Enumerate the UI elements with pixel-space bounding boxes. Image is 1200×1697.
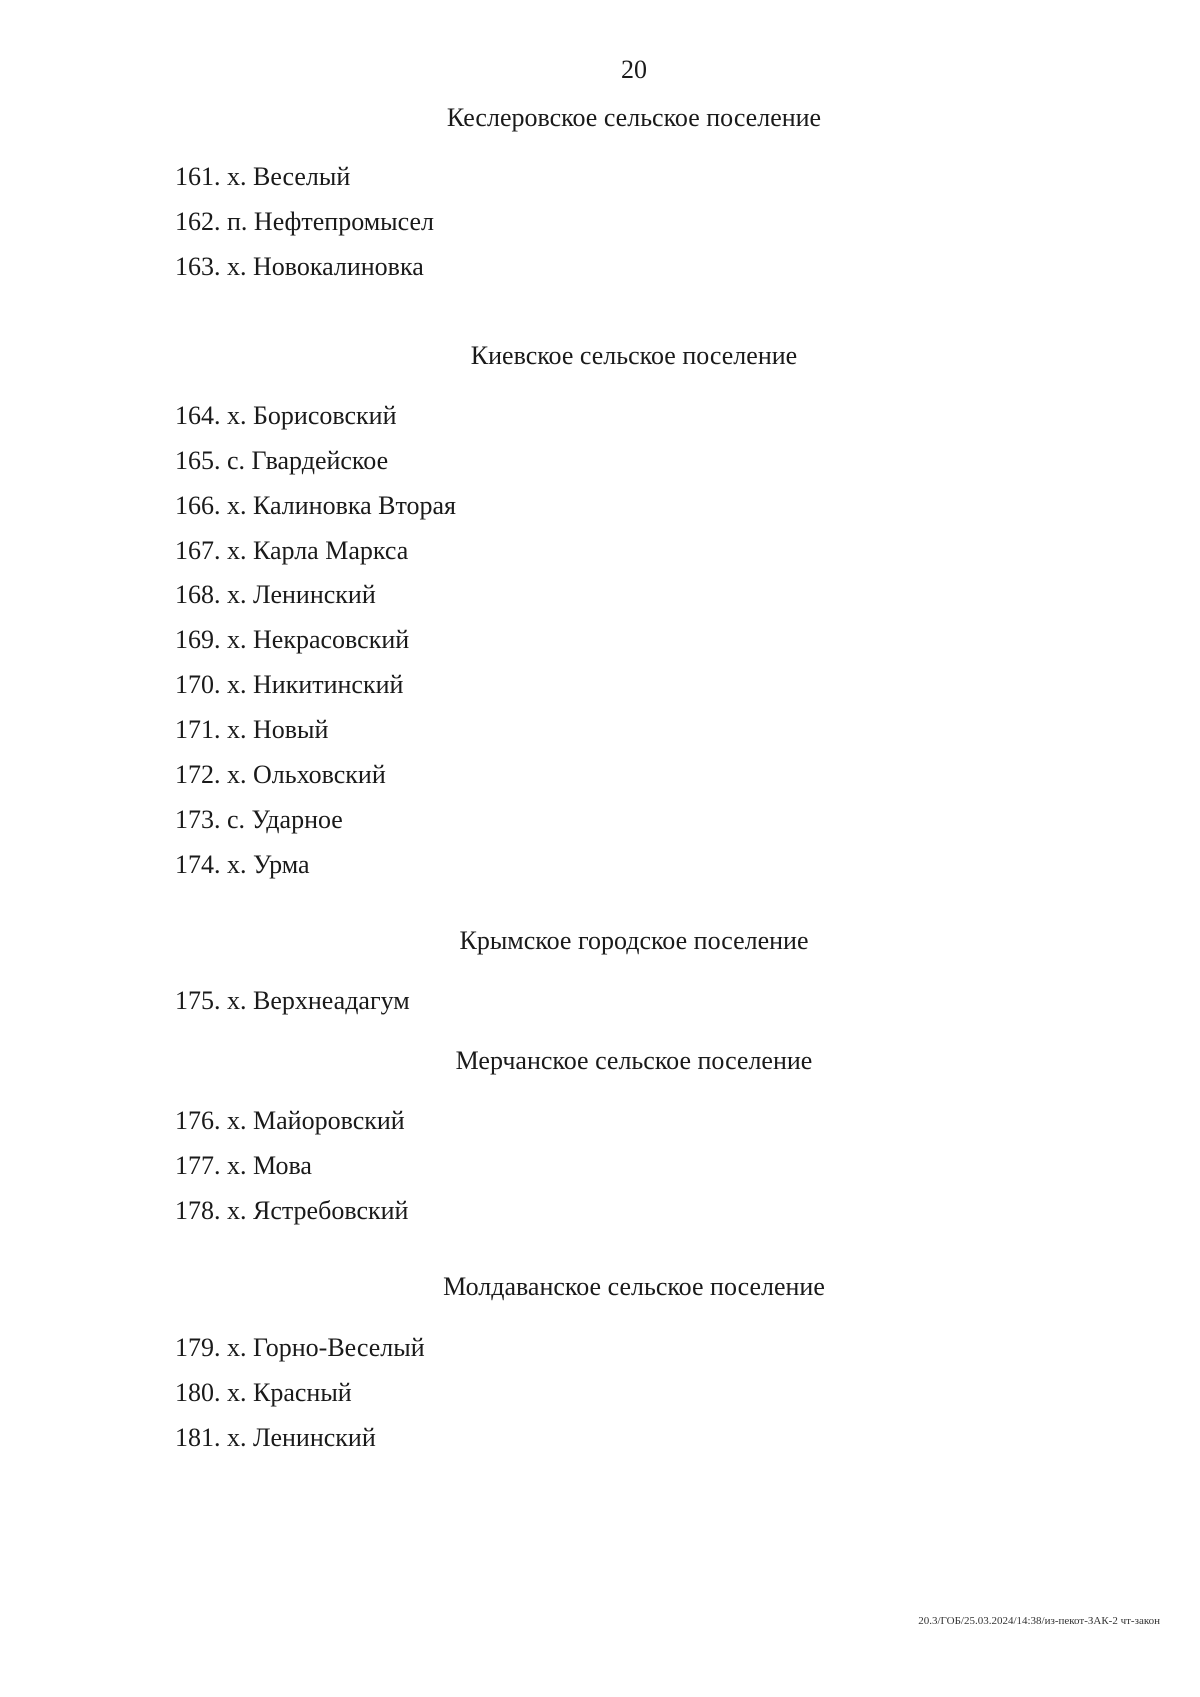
list-item: 169. х. Некрасовский bbox=[175, 625, 410, 654]
list-item: 175. х. Верхнеадагум bbox=[175, 986, 410, 1015]
list-item: 162. п. Нефтепромысел bbox=[175, 207, 435, 236]
list-item: 173. с. Ударное bbox=[175, 805, 343, 834]
list-item: 163. х. Новокалиновка bbox=[175, 252, 424, 281]
section-heading: Молдаванское сельское поселение bbox=[443, 1272, 825, 1301]
footer-document-code: 20.3/ГОБ/25.03.2024/14:38/из-пекот-ЗАК-2 чт-закон bbox=[918, 1615, 1160, 1627]
page-number: 20 bbox=[621, 55, 647, 84]
list-item: 180. х. Красный bbox=[175, 1378, 352, 1407]
section-heading: Крымское городское поселение bbox=[459, 926, 809, 955]
list-item: 170. х. Никитинский bbox=[175, 670, 404, 699]
list-item: 171. х. Новый bbox=[175, 715, 329, 744]
list-item: 168. х. Ленинский bbox=[175, 580, 376, 609]
list-item: 166. х. Калиновка Вторая bbox=[175, 491, 456, 520]
list-item: 161. х. Веселый bbox=[175, 162, 351, 191]
list-item: 179. х. Горно-Веселый bbox=[175, 1333, 425, 1362]
list-item: 165. с. Гвардейское bbox=[175, 446, 389, 475]
section-heading: Киевское сельское поселение bbox=[470, 341, 798, 370]
list-item: 167. х. Карла Маркса bbox=[175, 536, 409, 565]
list-item: 181. х. Ленинский bbox=[175, 1423, 376, 1452]
list-item: 176. х. Майоровский bbox=[175, 1106, 405, 1135]
section-heading: Кеслеровское сельское поселение bbox=[446, 103, 822, 132]
section-heading: Мерчанское сельское поселение bbox=[455, 1046, 813, 1075]
list-item: 177. х. Мова bbox=[175, 1151, 312, 1180]
list-item: 174. х. Урма bbox=[175, 850, 310, 879]
list-item: 164. х. Борисовский bbox=[175, 401, 397, 430]
list-item: 172. х. Ольховский bbox=[175, 760, 386, 789]
list-item: 178. х. Ястребовский bbox=[175, 1196, 409, 1225]
